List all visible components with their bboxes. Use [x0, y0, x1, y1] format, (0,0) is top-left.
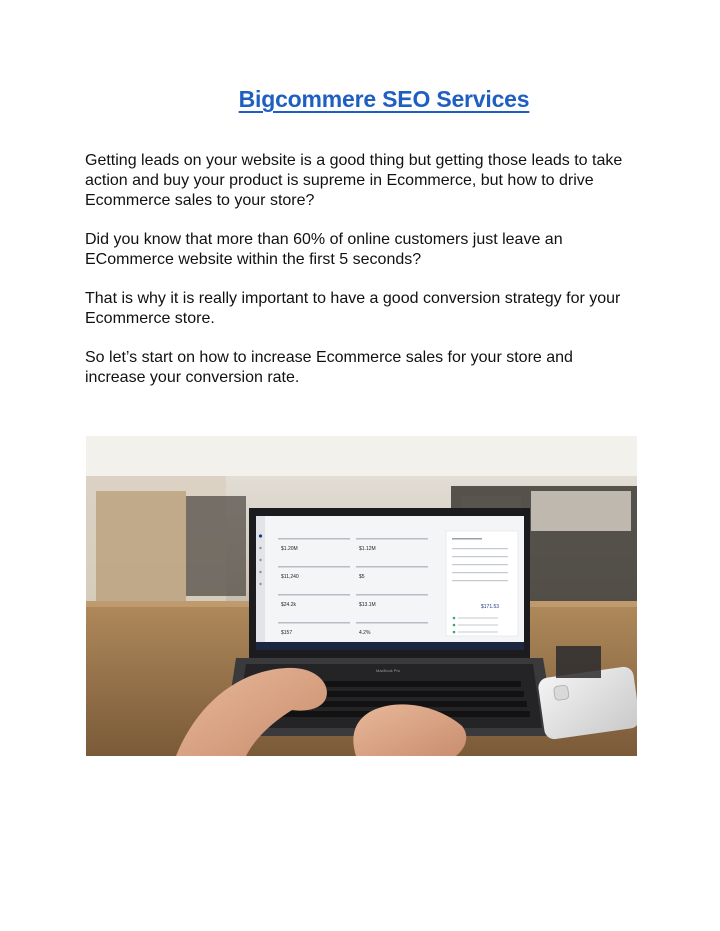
laptop-photo: [86, 436, 637, 756]
dashboard-value: $157: [281, 630, 293, 636]
dashboard-value: 4.2%: [359, 630, 371, 636]
dashboard-value: $171.53: [481, 604, 500, 610]
paragraph: Did you know that more than 60% of online customers just leave an ECommerce website within the first 5 seconds?: [85, 231, 563, 268]
dashboard-value: $1.12M: [359, 546, 376, 552]
document-body: [85, 151, 630, 407]
dashboard-value: $13.1M: [359, 602, 376, 608]
paragraph: That is why it is really important to have a good conversion strategy for your Ecommerce store.: [85, 290, 621, 327]
dashboard-value: $1.20M: [281, 546, 298, 552]
document-title: Bigcommere SEO Services: [238, 86, 530, 112]
dashboard-value: $5: [359, 574, 365, 580]
paragraph: So let’s start on how to increase Ecommerce sales for your store and increase your conversion rate.: [85, 349, 573, 386]
dashboard-value: $11,240: [281, 574, 299, 580]
paragraph: Getting leads on your website is a good thing but getting those leads to take action and buy your product is supreme in Ecommerce, but how to drive Ecommerce sales to your store?: [85, 152, 623, 209]
dashboard-value: $24.2k: [281, 602, 297, 608]
laptop-brand-label: MacBook Pro: [376, 668, 401, 673]
